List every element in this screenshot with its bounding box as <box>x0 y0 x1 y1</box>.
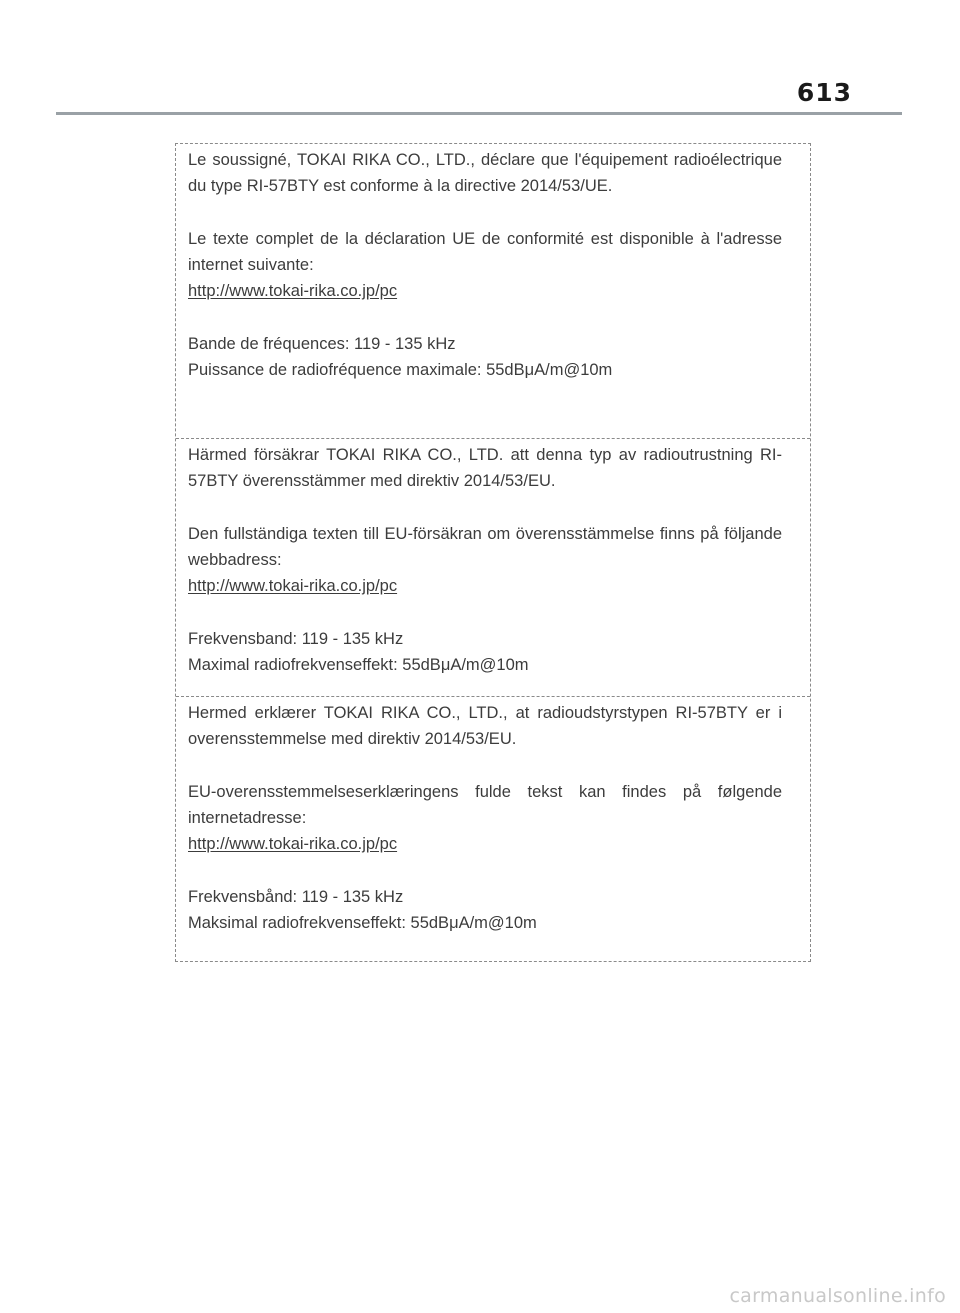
declaration-availability: Den fullständiga texten till EU-försäkran om överensstämmelse finns på följande webbadress: <box>188 525 782 569</box>
frequency-band: Frekvensbånd: 119 - 135 kHz <box>188 888 404 906</box>
declaration-box <box>175 143 811 962</box>
watermark: carmanualsonline.info <box>729 1285 946 1307</box>
page-number: 613 <box>796 78 852 107</box>
max-power: Puissance de radiofréquence maximale: 55dBμA/m@10m <box>188 361 613 379</box>
declaration-section-swedish <box>176 438 810 696</box>
declaration-intro: Hermed erklærer TOKAI RIKA CO., LTD., at radioudstyrstypen RI-57BTY er i overensstemmelse med direktiv 2014/53/EU. <box>188 704 782 748</box>
header-rule <box>56 112 902 115</box>
declaration-intro: Le soussigné, TOKAI RIKA CO., LTD., déclare que l'équipement radioélectrique du type RI-57BTY est conforme à la directive 2014/53/UE. <box>188 151 782 195</box>
declaration-intro: Härmed försäkrar TOKAI RIKA CO., LTD. att denna typ av radioutrustning RI-57BTY överensstämmer med direktiv 2014/53/EU. <box>188 446 782 490</box>
frequency-band: Frekvensband: 119 - 135 kHz <box>188 630 404 648</box>
declaration-section-french <box>176 144 810 438</box>
max-power: Maximal radiofrekvenseffekt: 55dBμA/m@10m <box>188 656 529 674</box>
declaration-availability: EU-overensstemmelseserklæringens fulde tekst kan findes på følgende internetadresse: <box>188 783 782 827</box>
declaration-url-link[interactable]: http://www.tokai-rika.co.jp/pc <box>188 577 398 595</box>
declaration-url-link[interactable]: http://www.tokai-rika.co.jp/pc <box>188 835 398 853</box>
declaration-availability: Le texte complet de la déclaration UE de conformité est disponible à l'adresse internet suivante: <box>188 230 782 274</box>
max-power: Maksimal radiofrekvenseffekt: 55dBμA/m@10m <box>188 914 537 932</box>
declaration-url-link[interactable]: http://www.tokai-rika.co.jp/pc <box>188 282 398 300</box>
declaration-section-danish <box>176 696 810 963</box>
frequency-band: Bande de fréquences: 119 - 135 kHz <box>188 335 456 353</box>
